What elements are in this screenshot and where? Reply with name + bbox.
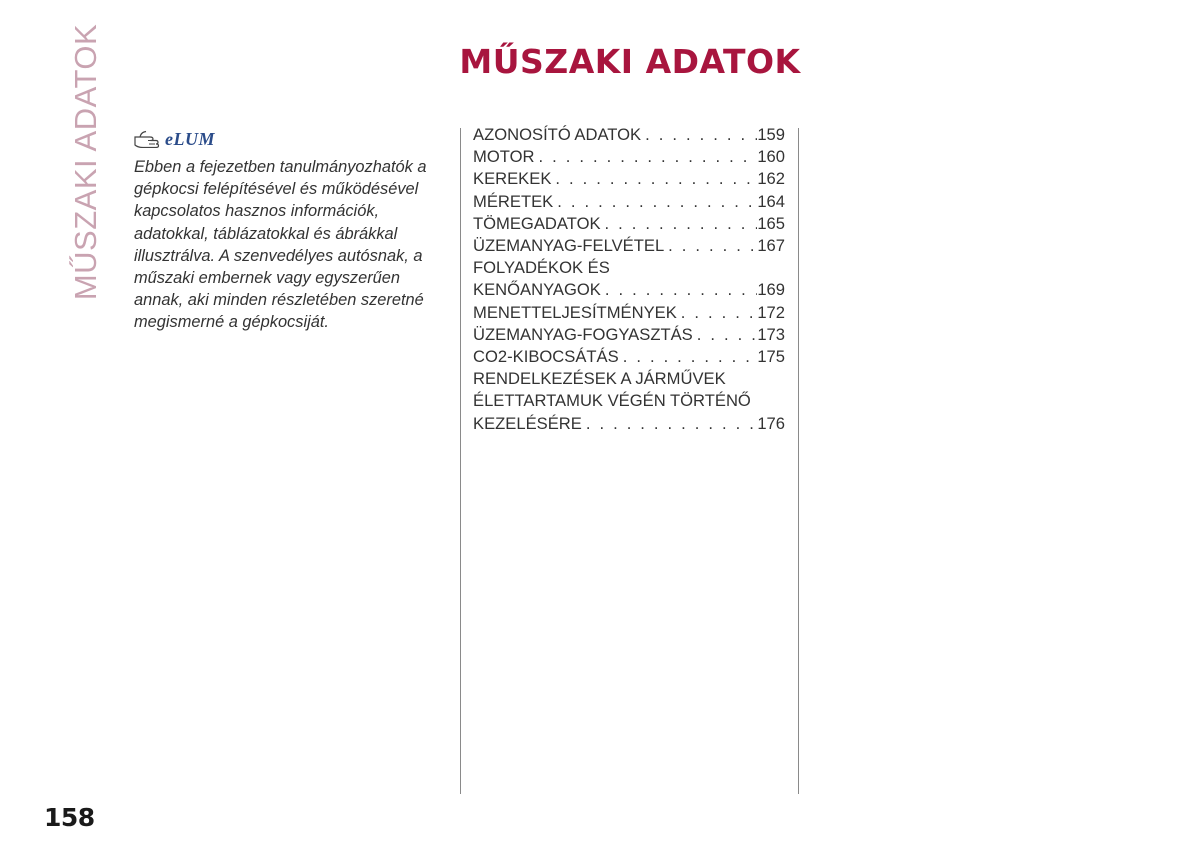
toc-entry[interactable]: ÜZEMANYAG-FOGYASZTÁS . . . 173 bbox=[473, 324, 785, 346]
toc-entry[interactable]: MOTOR . . . 160 bbox=[473, 146, 785, 168]
toc-entry-continued[interactable]: ÉLETTARTAMUK VÉGÉN TÖRTÉNŐ bbox=[473, 391, 751, 411]
toc-entry-continued[interactable]: FOLYADÉKOK ÉS bbox=[473, 258, 610, 278]
side-chapter-title-text: MŰSZAKI ADATOK bbox=[68, 23, 103, 301]
side-chapter-title bbox=[66, 23, 106, 301]
toc-entry-continued[interactable]: RENDELKEZÉSEK A JÁRMŰVEK bbox=[473, 369, 726, 389]
column-divider-right bbox=[798, 128, 799, 794]
toc-entry[interactable]: CO2-KIBOCSÁTÁS . . . 175 bbox=[473, 346, 785, 368]
table-of-contents bbox=[473, 124, 785, 435]
page-title: MŰSZAKI ADATOK bbox=[459, 42, 801, 81]
toc-entry[interactable]: KEREKEK . . . 162 bbox=[473, 168, 785, 190]
hand-pointer-icon bbox=[134, 130, 164, 148]
toc-entry[interactable]: KENŐANYAGOK . . . 169 bbox=[473, 279, 785, 301]
page-number: 158 bbox=[44, 803, 95, 832]
elum-badge bbox=[134, 124, 215, 148]
toc-entry[interactable]: MENETTELJESÍTMÉNYEK . . . 172 bbox=[473, 302, 785, 324]
toc-entry[interactable]: MÉRETEK . . . 164 bbox=[473, 191, 785, 213]
toc-entry[interactable]: KEZELÉSÉRE . . . 176 bbox=[473, 413, 785, 435]
elum-label: eLUM bbox=[165, 129, 215, 149]
column-divider-left bbox=[460, 128, 461, 794]
toc-entry[interactable]: ÜZEMANYAG-FELVÉTEL . . . 167 bbox=[473, 235, 785, 257]
toc-entry[interactable]: TÖMEGADATOK . . . 165 bbox=[473, 213, 785, 235]
toc-entry[interactable]: AZONOSÍTÓ ADATOK . . . 159 bbox=[473, 124, 785, 146]
intro-paragraph: Ebben a fejezetben tanulmányozhatók a gépkocsi felépítésével és működésével kapcsolatos hasznos információk, adatokkal, táblázatokkal és ábrákkal illusztrálva. A szenvedélyes autósnak, a műszaki embernek vagy egyszerűen annak, aki minden részletében szeretné megismerné a gépkocsiját. bbox=[134, 158, 427, 332]
